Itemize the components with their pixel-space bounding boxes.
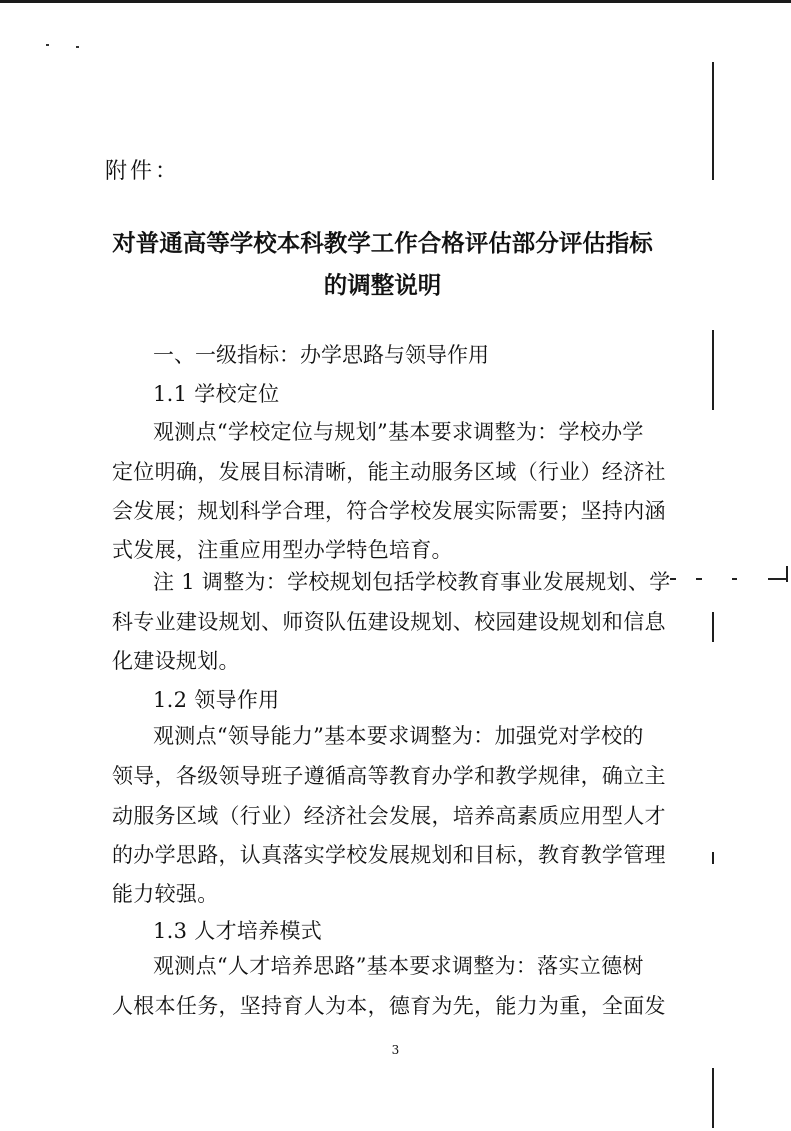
scan-fleck	[46, 44, 49, 46]
paragraph-line: 科专业建设规划、师资队伍建设规划、校园建设规划和信息	[112, 610, 666, 634]
paragraph-line: 注 1 调整为：学校规划包括学校教育事业发展规划、学	[153, 570, 671, 594]
paragraph-line: 观测点“学校定位与规划”基本要求调整为：学校办学	[153, 420, 644, 444]
document-title	[95, 222, 670, 306]
paragraph-line: 会发展；规划科学合理，符合学校发展实际需要；坚持内涵	[112, 499, 666, 523]
scan-right-line	[786, 566, 788, 582]
page-number: 3	[391, 1043, 400, 1057]
title-line-2: 的调整说明	[323, 271, 442, 299]
paragraph-line: 式发展，注重应用型办学特色培育。	[112, 538, 453, 562]
scan-top-edge	[0, 0, 791, 3]
paragraph-line: 观测点“人才培养思路”基本要求调整为：落实立德树	[153, 954, 644, 978]
scan-right-line	[712, 1068, 714, 1128]
paragraph-line: 观测点“领导能力”基本要求调整为：加强党对学校的	[153, 724, 644, 748]
subsection-heading: 1.3 人才培养模式	[153, 919, 323, 943]
subsection-heading: 1.2 领导作用	[153, 688, 280, 712]
scan-right-line	[712, 612, 714, 642]
paragraph-line: 动服务区域（行业）经济社会发展，培养高素质应用型人才	[112, 804, 666, 828]
paragraph-line: 人根本任务，坚持育人为本，德育为先，能力为重，全面发	[112, 994, 666, 1018]
title-line-1: 对普通高等学校本科教学工作合格评估部分评估指标	[112, 229, 653, 257]
paragraph-line: 的办学思路，认真落实学校发展规划和目标，教育教学管理	[112, 843, 666, 867]
section-heading: 一、一级指标：办学思路与领导作用	[153, 343, 489, 367]
scan-right-line	[712, 852, 714, 864]
scan-dash	[732, 578, 737, 580]
paragraph-line: 能力较强。	[112, 882, 219, 906]
paragraph-line: 领导，各级领导班子遵循高等教育办学和教学规律，确立主	[112, 764, 666, 788]
scan-dash	[768, 578, 786, 580]
attachment-label: 附件：	[105, 159, 181, 184]
paragraph-line: 定位明确，发展目标清晰，能主动服务区域（行业）经济社	[112, 460, 666, 484]
scan-fleck	[76, 46, 79, 48]
subsection-heading: 1.1 学校定位	[153, 382, 280, 406]
scan-right-line	[712, 62, 714, 180]
paragraph-line: 化建设规划。	[112, 649, 240, 673]
